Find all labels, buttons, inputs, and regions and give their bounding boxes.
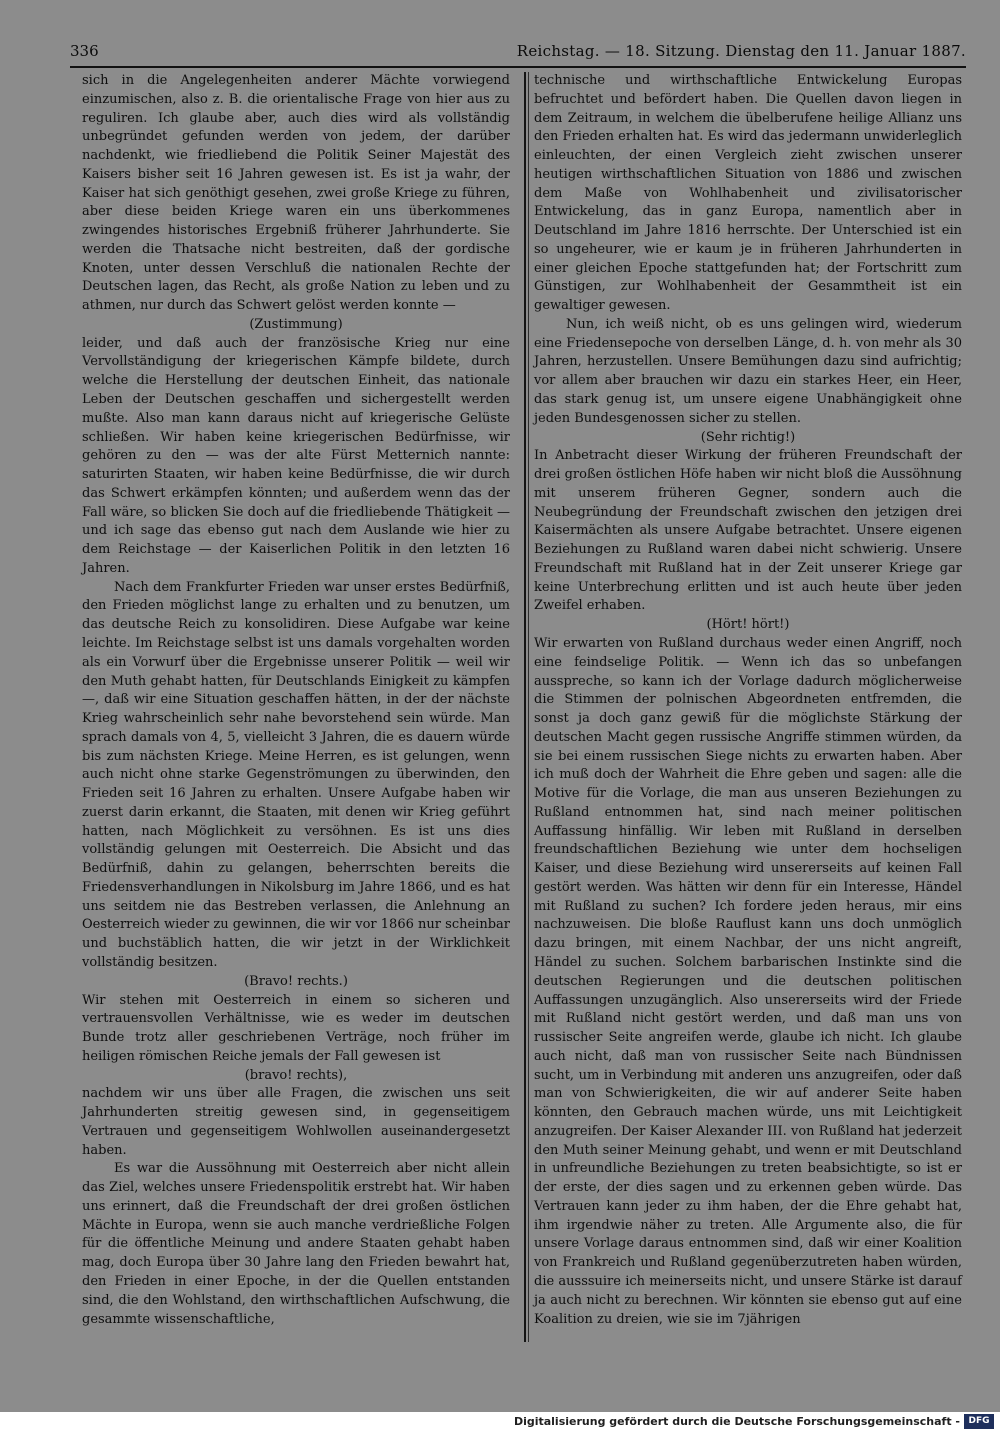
- interjection: (Hört! hört!): [706, 617, 790, 633]
- running-title: Reichstag. — 18. Sitzung. Dienstag den 11. Januar 1887.: [516, 42, 966, 60]
- interjection: (Zustimmung): [249, 316, 343, 332]
- interjection: (Bravo! rechts.): [244, 973, 348, 989]
- paragraph: In Anbetracht dieser Wirkung der früheren Freundschaft der drei großen östlichen Höfe haben wir nicht bloß die Aussöhnung mit unserem früheren Gegner, sondern auch die Neubegründung der Freundschaft zwischen den jetzigen drei Kaisermächten als unsere Aufgabe betrachtet. Unsere eigenen Beziehungen zu Rußland waren dabei nicht schwierig. Unsere Freundschaft mit Rußland hat in der Zeit unserer Kriege gar keine Unterbrechung erlitten und ist auch heute über jeden Zweifel erhaben.: [534, 448, 962, 614]
- footer: [0, 1412, 1000, 1432]
- paragraph: Es war die Aussöhnung mit Oesterreich aber nicht allein das Ziel, welches unsere Friedenspolitik erstrebt hat. Wir haben uns erinnert, daß die Freundschaft der drei großen östlichen Mächte in Europa, wenn sie auch manche verdrießliche Folgen für die öffentliche Meinung und andere Staaten gehabt haben mag, doch Europa über 30 Jahre lang den Frieden bewahrt hat, den Frieden in einer Epoche, in der die Quellen entstanden sind, die den Wohlstand, den wirthschaftlichen Aufschwung, die gesammte wissenschaftliche,: [82, 1161, 510, 1327]
- funding-credit: Digitalisierung gefördert durch die Deutsche Forschungsgemeinschaft -: [513, 1415, 960, 1428]
- page-number: 336: [70, 42, 99, 60]
- paragraph: Wir stehen mit Oesterreich in einem so sicheren und vertrauensvollen Verhältnisse, wie es weder im deutschen Bunde trotz aller geschriebenen Verträge, noch früher im heiligen römischen Reiche jemals der Fall gewesen ist: [82, 992, 510, 1064]
- page-header: [70, 42, 966, 64]
- column-divider: [524, 72, 526, 1342]
- paragraph: sich in die Angelegenheiten anderer Mächte vorwiegend einzumischen, also z. B. die orientalische Frage von hier aus zu reguliren. Ich glaube aber, auch dies wird als vollständig unbegründet gefunden werden von jedem, der darüber nachdenkt, wie friedliebend die Politik Seiner Majestät des Kaisers bisher seit 16 Jahren gewesen ist. Es ist ja wahr, der Kaiser hat sich genöthigt gesehen, zwei große Kriege zu führen, aber diese beiden Kriege waren ein uns überkommenes zwingendes historisches Ergebniß früherer Jahrhunderte. Sie werden die Thatsache nicht bestreiten, daß der gordische Knoten, unter dessen Verschluß die nationalen Rechte der Deutschen lagen, das Recht, als große Nation zu leben und zu athmen, nur durch das Schwert gelöst werden konnte —: [82, 73, 510, 314]
- column-divider-inner: [528, 72, 529, 1342]
- paragraph: Nun, ich weiß nicht, ob es uns gelingen wird, wiederum eine Friedensepoche von derselben Länge, d. h. von mehr als 30 Jahren, herzustellen. Unsere Bemühungen dazu sind aufrichtig; vor allem aber brauchen wir dazu ein starkes Heer, ein Heer, das stark genug ist, um unsere eigene Unabhängigkeit ohne jeden Bundesgenossen sicher zu stellen.: [534, 316, 962, 426]
- paragraph: nachdem wir uns über alle Fragen, die zwischen uns seit Jahrhunderten streitig gewesen sind, in gegenseitigem Vertrauen und gegenseitigem Wohlwollen auseinandergesetzt haben.: [82, 1086, 510, 1158]
- paragraph: Wir erwarten von Rußland durchaus weder einen Angriff, noch eine feindselige Politik. — Wenn ich das so unbefangen ausspreche, so kann ich der Vorlage dadurch möglicherweise die Stimmen der polnischen Abgeordneten entfremden, die sonst ja doch ganz gewiß für die möglichste Stärkung der deutschen Macht gegen russische Angriffe stimmen würden, da sie bei einem russischen Siege nichts zu erwarten haben. Aber ich muß doch der Wahrheit die Ehre geben und sagen: alle die Motive für die Vorlage, die man aus unseren Beziehungen zu Rußland entnommen hat, sind nach meiner politischen Auffassung hinfällig. Wir leben mit Rußland in derselben freundschaftlichen Beziehung wie unter dem hochseligen Kaiser, und diese Beziehung wird unsererseits auf keinen Fall gestört werden. Was hätten wir denn für ein Interesse, Händel mit Rußland zu suchen? Ich fordere jeden heraus, mir eins nachzuweisen. Die bloße Rauflust kann uns doch unmöglich dazu bringen, mit einem Nachbar, der uns nicht angreift, Händel zu suchen. Solchem barbarischen Instinkte sind die deutschen Regierungen und die deutschen politischen Auffassungen unzugänglich. Also unsererseits wird der Friede mit Rußland nicht gestört werden, und daß man uns von russischer Seite angreifen werde, glaube ich nicht. Ich glaube auch nicht, daß man von russischer Seite nach Bündnissen sucht, um in Verbindung mit anderen uns anzugreifen, oder daß man von Schwierigkeiten, die wir auf anderer Seite haben könnten, den Gebrauch machen würde, uns mit Leichtigkeit anzugreifen. Der Kaiser Alexander III. von Rußland hat jederzeit den Muth seiner Meinung gehabt, und wenn er mit Deutschland in unfreundliche Beziehungen zu treten beabsichtigte, so ist er der erste, der dies sagen und zu erkennen geben würde. Das Vertrauen kann jeder zu ihm haben, der die Ehre gehabt hat, ihm irgendwie näher zu treten. Alle Argumente also, die für unsere Vorlage daraus entnommen sind, daß wir einer Koalition von Frankreich und Rußland gegenüberzutreten haben würden, die ausssuire ich meinerseits nicht, und unsere Stärke ist darauf ja auch nicht zu berechnen. Wir könnten sie ebenso gut auf eine Koalition zu dreien, wie sie im 7jährigen: [534, 635, 962, 1327]
- dfg-logo: DFG: [964, 1414, 994, 1429]
- paragraph: leider, und daß auch der französische Krieg nur eine Vervollständigung der kriegerischen Kämpfe bildete, durch welche die Herstellung der deutschen Einheit, das nationale Leben der Deutschen geschaffen und sichergestellt werden mußte. Also man kann daraus nicht auf kriegerische Gelüste schließen. Wir haben keine kriegerischen Bedürfnisse, wir gehören zu den — was der alte Fürst Metternich nannte: saturirten Staaten, wir haben keine Bedürfnisse, die wir durch das Schwert erkämpfen könnten; und außerdem wenn das der Fall wäre, so blicken Sie doch auf die friedliebende Thätigkeit — und ich sage das ebenso gut nach dem Auslande wie hier zu dem Reichstage — der Kaiserlichen Politik in den letzten 16 Jahren.: [82, 335, 510, 576]
- paragraph: Nach dem Frankfurter Frieden war unser erstes Bedürfniß, den Frieden möglichst lange zu erhalten und zu benutzen, um das deutsche Reich zu konsolidiren. Diese Aufgabe war keine leichte. Im Reichstage selbst ist uns damals vorgehalten worden als ein Vorwurf über die Ergebnisse unserer Politik — weil wir den Muth gehabt hatten, für Deutschlands Einigkeit zu kämpfen —, daß wir eine Situation geschaffen hätten, in der der nächste Krieg wahrscheinlich sehr nahe bevorstehend sein würde. Man sprach damals von 4, 5, vielleicht 3 Jahren, die es dauern würde bis zum nächsten Kriege. Meine Herren, es ist gelungen, wenn auch nicht ohne starke Gegenströmungen zu überwinden, den Frieden seit 16 Jahren zu erhalten. Unsere Aufgabe haben wir zuerst darin erkannt, die Staaten, mit denen wir Krieg geführt hatten, nach Möglichkeit zu versöhnen. Es ist uns dies vollständig gelungen mit Oesterreich. Die Absicht und das Bedürfniß, dahin zu gelangen, beherrschten bereits die Friedensverhandlungen in Nikolsburg im Jahre 1866, und es hat uns seitdem nie das Bestreben verlassen, die Anlehnung an Oesterreich wieder zu gewinnen, die wir vor 1866 nur scheinbar und buchstäblich hatten, die wir jetzt in der Wirklichkeit vollständig besitzen.: [82, 579, 510, 970]
- interjection: (bravo! rechts),: [244, 1067, 348, 1083]
- left-column: [82, 72, 510, 1329]
- right-column: [534, 72, 962, 1329]
- interjection: (Sehr richtig!): [700, 429, 796, 445]
- paragraph: technische und wirthschaftliche Entwickelung Europas befruchtet und befördert haben. Die Quellen davon liegen in dem Zeitraum, in welchem die übelberufene heilige Allianz uns den Frieden erhalten hat. Es wird das jedermann unwiderleglich einleuchten, der einen Vergleich zieht zwischen unserer heutigen wirthschaftlichen Situation von 1886 und zwischen dem Maße von Wohlhabenheit und zivilisatorischer Entwickelung, das in ganz Europa, namentlich aber in Deutschland im Jahre 1816 herrschte. Der Unterschied ist ein so ungeheurer, wie er kaum je in früheren Jahrhunderten in einer gleichen Epoche stattgefunden hat; der Fortschritt zum Günstigen, zur Wohlhabenheit der Gesammtheit ist ein gewaltiger gewesen.: [534, 73, 962, 314]
- header-rule: [70, 66, 966, 68]
